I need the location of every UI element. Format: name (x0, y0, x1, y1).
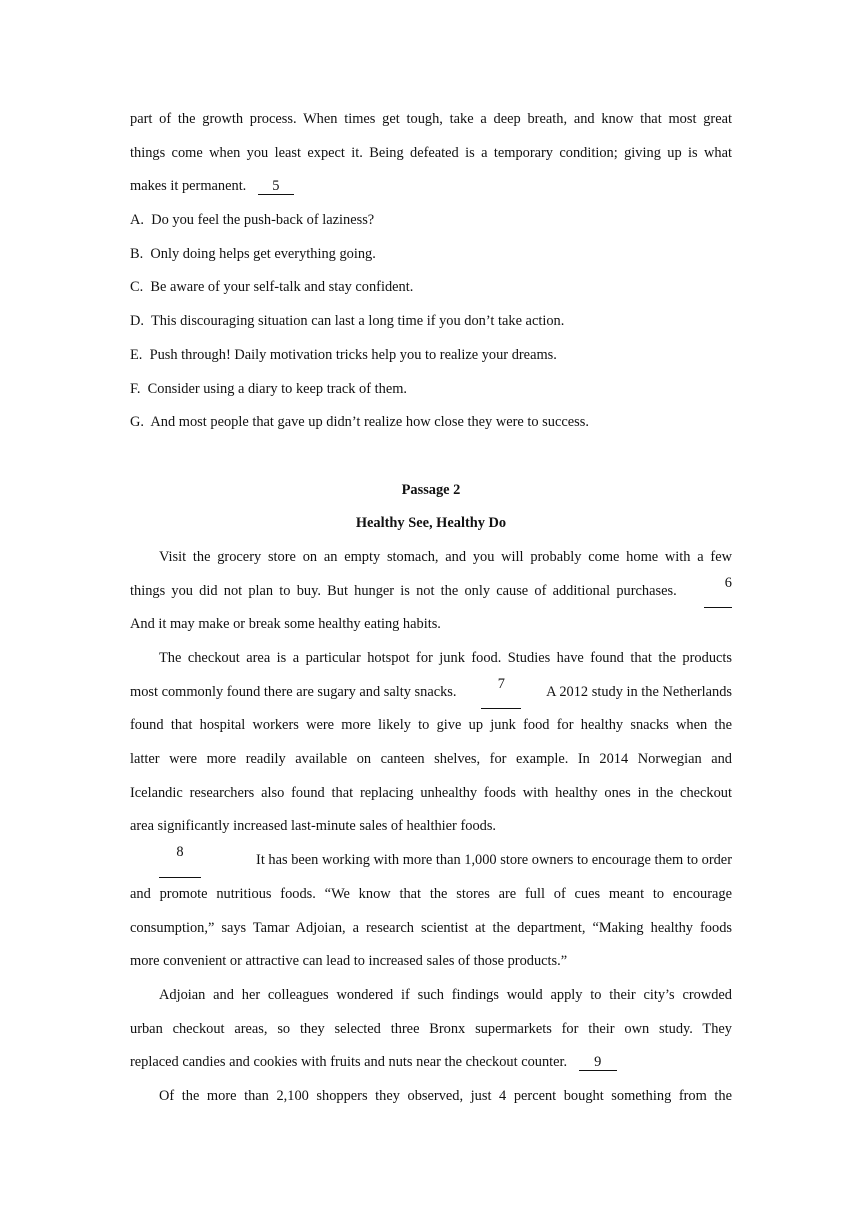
option-letter: E. (130, 346, 143, 363)
option-b (130, 238, 732, 272)
answer-blank-7[interactable]: 7 (481, 676, 521, 710)
paragraph-text: things you did not plan to buy. But hunger is not the only cause of additional purchases. (130, 582, 677, 599)
option-g (130, 406, 732, 440)
paragraph-line: Icelandic researchers also found that replacing unhealthy foods with healthy ones in the checkout (130, 784, 732, 801)
paragraph-line (130, 575, 732, 609)
passage1-line: things come when you least expect it. Being defeated is a temporary condition; giving up is what (130, 144, 732, 161)
document-page (130, 103, 732, 1114)
option-d (130, 305, 732, 339)
paragraph-line: found that hospital workers were more likely to give up junk food for healthy snacks when the (130, 717, 732, 734)
option-text: Push through! Daily motivation tricks help you to realize your dreams. (149, 346, 557, 363)
paragraph-line: Visit the grocery store on an empty stomach, and you will probably come home with a few (159, 548, 732, 565)
option-letter: D. (130, 313, 144, 330)
paragraph-text: It has been working with more than 1,000 store owners to encourage them to order (256, 852, 732, 869)
passage-heading: Passage 2 (401, 481, 461, 498)
paragraph-line: The checkout area is a particular hotspot for junk food. Studies have found that the products (159, 650, 732, 666)
passage-title: Healthy See, Healthy Do (355, 515, 507, 532)
answer-blank-6[interactable]: 6 (704, 575, 732, 609)
option-letter: B. (130, 245, 144, 262)
paragraph-line (130, 1046, 732, 1080)
option-c (130, 271, 732, 305)
paragraph-line: latter were more readily available on canteen shelves, for example. In 2014 Norwegian and (130, 751, 732, 768)
passage1-line (130, 170, 732, 204)
paragraph-line: area significantly increased last-minute sales of healthier foods. (130, 818, 497, 835)
answer-blank-9[interactable]: 9 (579, 1054, 617, 1071)
paragraph-line (130, 676, 732, 710)
paragraph-line (130, 844, 732, 878)
paragraph-line: consumption,” says Tamar Adjoian, a research scientist at the department, “Making healthy foods (130, 919, 732, 936)
answer-blank-5[interactable]: 5 (258, 178, 294, 195)
paragraph-line: and promote nutritious foods. “We know that the stores are full of cues meant to encourage (130, 885, 732, 902)
paragraph-line: Adjoian and her colleagues wondered if such findings would apply to their city’s crowded (159, 986, 732, 1003)
option-text: Consider using a diary to keep track of them. (147, 380, 408, 397)
section-gap (130, 440, 732, 474)
paragraph-text: replaced candies and cookies with fruits and nuts near the checkout counter. (130, 1054, 568, 1071)
option-letter: G. (130, 414, 144, 431)
option-f (130, 373, 732, 407)
passage1-line: part of the growth process. When times get tough, take a deep breath, and know that most great (130, 111, 732, 127)
passage1-line-text: makes it permanent. (130, 178, 247, 195)
option-letter: C. (130, 279, 144, 296)
paragraph-text: A 2012 study in the Netherlands (546, 683, 732, 700)
option-text: Do you feel the push-back of laziness? (151, 212, 375, 229)
paragraph-line: urban checkout areas, so they selected three Bronx supermarkets for their own study. They (130, 1020, 732, 1037)
answer-blank-8[interactable]: 8 (159, 844, 201, 878)
paragraph-text: most commonly found there are sugary and salty snacks. (130, 683, 457, 700)
paragraph-line: Of the more than 2,100 shoppers they observed, just 4 percent bought something from the (159, 1087, 732, 1104)
option-a (130, 204, 732, 238)
option-text: Only doing helps get everything going. (150, 245, 376, 262)
option-text: And most people that gave up didn’t realize how close they were to success. (150, 414, 589, 431)
option-e (130, 339, 732, 373)
paragraph-line: And it may make or break some healthy eating habits. (130, 616, 441, 633)
option-letter: F. (130, 380, 141, 397)
option-text: Be aware of your self-talk and stay confident. (150, 279, 414, 296)
option-text: This discouraging situation can last a long time if you don’t take action. (150, 313, 565, 330)
option-letter: A. (130, 212, 144, 229)
paragraph-line: more convenient or attractive can lead to increased sales of those products.” (130, 953, 568, 970)
